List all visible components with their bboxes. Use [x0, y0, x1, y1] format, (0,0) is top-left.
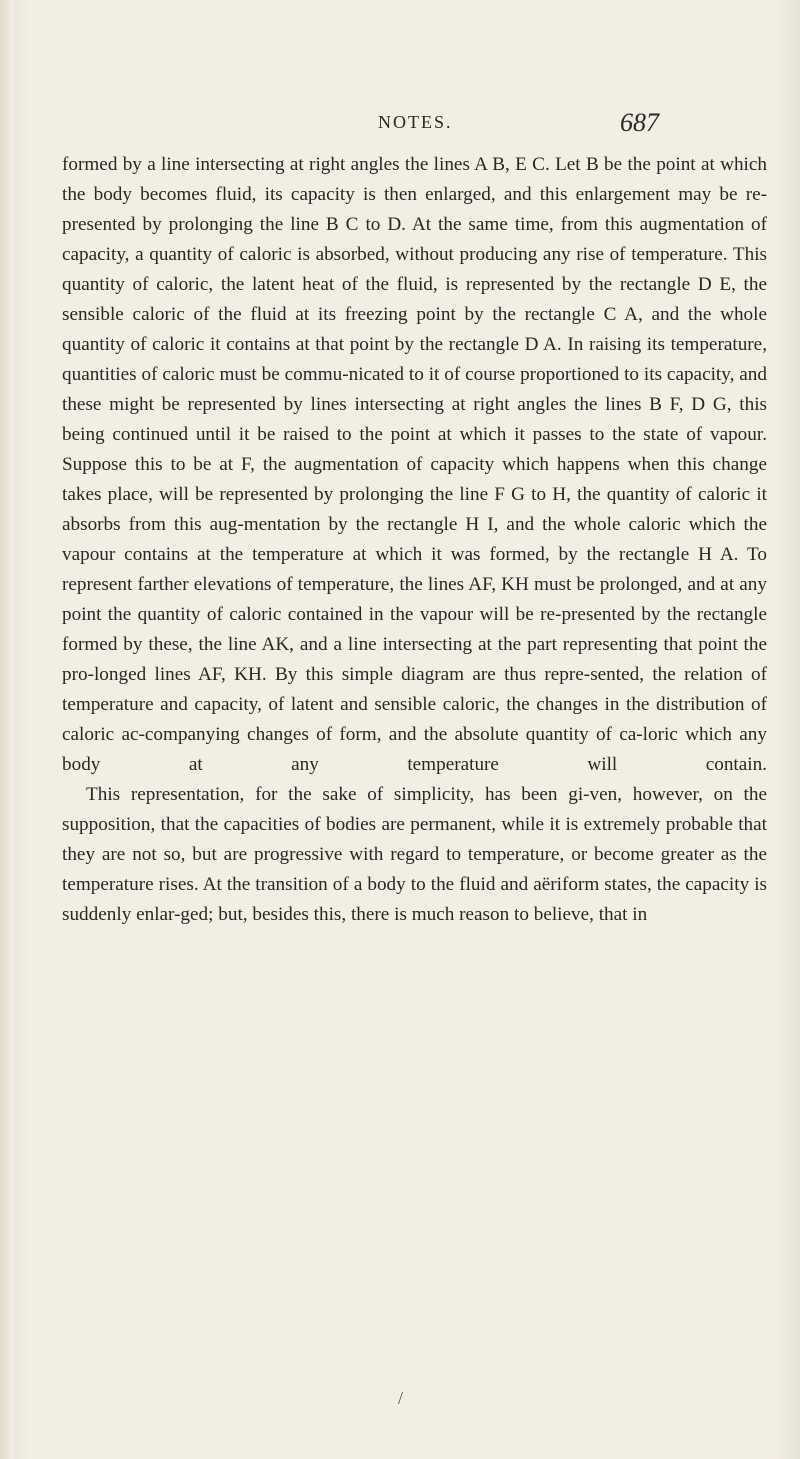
page-header [0, 108, 800, 148]
page-gutter [0, 0, 14, 1459]
catchword: / [398, 1388, 404, 1408]
page-number: 687 [620, 108, 659, 137]
paragraph-1: formed by a line intersecting at right angles the lines A B, E C. Let B be the point at which the body becomes fluid, its capacity is then enlarged, and this enlargement may be re-presented by prolonging the line B C to D. At the same time, from this augmentation of capacity, a quantity of caloric is absorbed, without producing any rise of temperature. This quantity of caloric, the latent heat of the fluid, is represented by the rectangle D E, the sensible caloric of the fluid at its freezing point by the rectangle C A, and the whole quantity of caloric it contains at that point by the rectangle D A. In raising its temperature, quantities of caloric must be commu-nicated to it of course proportioned to its capacity, and these might be represented by lines intersecting at right angles the lines B F, D G, this being continued until it be raised to the point at which it passes to the state of vapour. Suppose this to be at F, the augmentation of capacity which happens when this change takes place, will be represented by prolonging the line F G to H, the quantity of caloric it absorbs from this aug-mentation by the rectangle H I, and the whole caloric which the vapour contains at the temperature at which it was formed, by the rectangle H A. To represent farther elevations of temperature, the lines AF, KH must be prolonged, and at any point the quantity of caloric contained in the vapour will be re-presented by the rectangle formed by these, the line AK, and a line intersecting at the part representing that point the pro-longed lines AF, KH. By this simple diagram are thus repre-sented, the relation of temperature and capacity, of latent and sensible caloric, the changes in the distribution of caloric ac-companying changes of form, and the absolute quantity of ca-loric which any body at any temperature will contain. [62, 154, 767, 775]
paragraph-2: This representation, for the sake of simplicity, has been gi-ven, however, on the supposition, that the capacities of bodies are permanent, while it is extremely probable that they are not so, but are progressive with regard to temperature, or become greater as the temperature rises. At the transition of a body to the fluid and aëriform states, the capacity is suddenly enlar-ged; but, besides this, there is much reason to believe, that in [62, 784, 767, 925]
body-text [62, 150, 767, 930]
running-head: NOTES. [378, 112, 453, 132]
